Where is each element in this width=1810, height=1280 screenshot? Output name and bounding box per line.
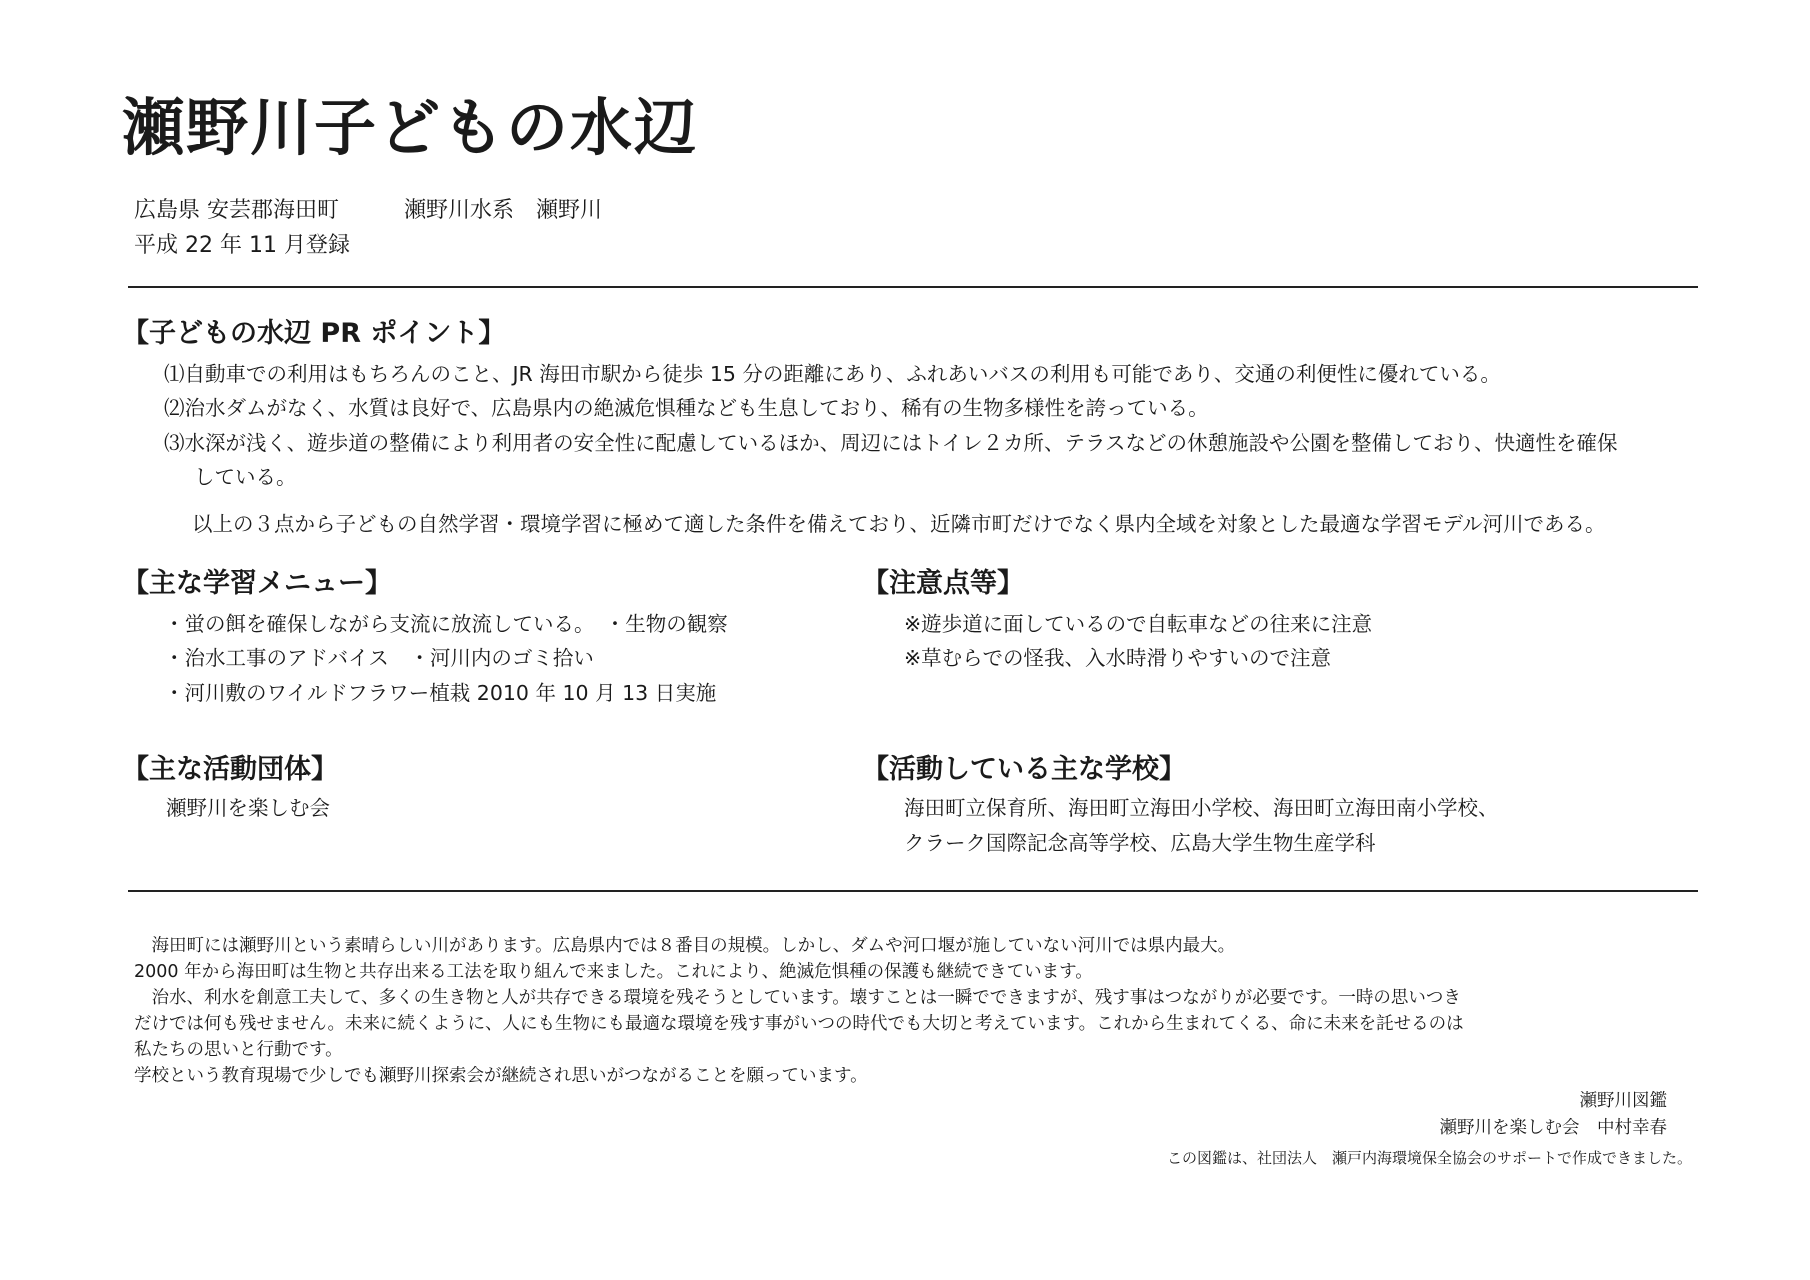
learning-item-2: ・治水工事のアドバイス ・河川内のゴミ拾い xyxy=(164,646,594,670)
school-item-2: クラーク国際記念高等学校、広島大学生物生産学科 xyxy=(904,831,1376,855)
message-line-6: 学校という教育現場で少しでも瀬野川探索会が継続され思いがつながることを願っています。 xyxy=(134,1066,868,1086)
pr-point-2: ⑵治水ダムがなく、水質は良好で、広島県内の絶滅危惧種なども生息しており、稀有の生物多様性を誇っている。 xyxy=(164,396,1209,420)
group-item-1: 瀬野川を楽しむ会 xyxy=(166,796,330,820)
message-line-1: 海田町には瀬野川という素晴らしい川があります。広島県内では８番目の規模。しかし、ダムや河口堰が施していない河川では県内最大。 xyxy=(134,936,1236,956)
message-line-4: だけでは何も残せません。未来に続くように、人にも生物にも最適な環境を残す事がいつの時代でも大切と考えています。これから生まれてくる、命に未来を託せるのは xyxy=(134,1014,1464,1034)
support-credit: この図鑑は、社団法人 瀬戸内海環境保全協会のサポートで作成できました。 xyxy=(1166,1149,1692,1167)
river-system-text: 瀬野川水系 瀬野川 xyxy=(404,198,603,223)
learning-heading: 【主な学習メニュー】 xyxy=(122,568,392,599)
message-line-3: 治水、利水を創意工夫して、多くの生き物と人が共存できる環境を残そうとしています。壊すことは一瞬でできますが、残す事はつながりが必要です。一時の思いつき xyxy=(134,988,1461,1008)
pr-point-1: ⑴自動車での利用はもちろんのこと、JR 海田市駅から徒歩 15 分の距離にあり、ふれあいバスの利用も可能であり、交通の利便性に優れている。 xyxy=(164,362,1501,386)
learning-item-1: ・蛍の餌を確保しながら支流に放流している。 ・生物の観察 xyxy=(164,612,728,636)
signature-author: 瀬野川を楽しむ会 中村幸春 xyxy=(1439,1118,1667,1138)
caution-item-2: ※草むらでの怪我、入水時滑りやすいので注意 xyxy=(904,646,1331,670)
school-item-1: 海田町立保育所、海田町立海田小学校、海田町立海田南小学校、 xyxy=(904,796,1499,820)
caution-heading: 【注意点等】 xyxy=(862,568,1024,599)
learning-item-3: ・河川敷のワイルドフラワー植栽 2010 年 10 月 13 日実施 xyxy=(164,681,717,705)
bottom-divider xyxy=(128,890,1698,892)
message-line-2: 2000 年から海田町は生物と共存出来る工法を取り組んで来ました。これにより、絶滅危惧種の保護も継続できています。 xyxy=(134,962,1093,982)
signature-book: 瀬野川図鑑 xyxy=(1579,1091,1667,1111)
top-divider xyxy=(128,286,1698,288)
pr-summary: 以上の３点から子どもの自然学習・環境学習に極めて適した条件を備えており、近隣市町だけでなく県内全域を対象とした最適な学習モデル河川である。 xyxy=(192,512,1606,536)
pr-heading: 【子どもの水辺 PR ポイント】 xyxy=(122,318,506,349)
caution-item-1: ※遊歩道に面しているので自転車などの往来に注意 xyxy=(904,612,1373,636)
pr-point-3: ⑶水深が浅く、遊歩道の整備により利用者の安全性に配慮しているほか、周辺にはトイレ２カ所、テラスなどの休憩施設や公園を整備しており、快適性を確保 xyxy=(164,431,1618,455)
page-title: 瀬野川子どもの水辺 xyxy=(122,91,699,164)
location-text: 広島県 安芸郡海田町 xyxy=(134,198,339,223)
pr-point-3-continued: している。 xyxy=(194,465,297,489)
groups-heading: 【主な活動団体】 xyxy=(122,754,338,785)
registration-date: 平成 22 年 11 月登録 xyxy=(134,233,350,258)
schools-heading: 【活動している主な学校】 xyxy=(862,754,1186,785)
message-line-5: 私たちの思いと行動です。 xyxy=(134,1040,343,1060)
